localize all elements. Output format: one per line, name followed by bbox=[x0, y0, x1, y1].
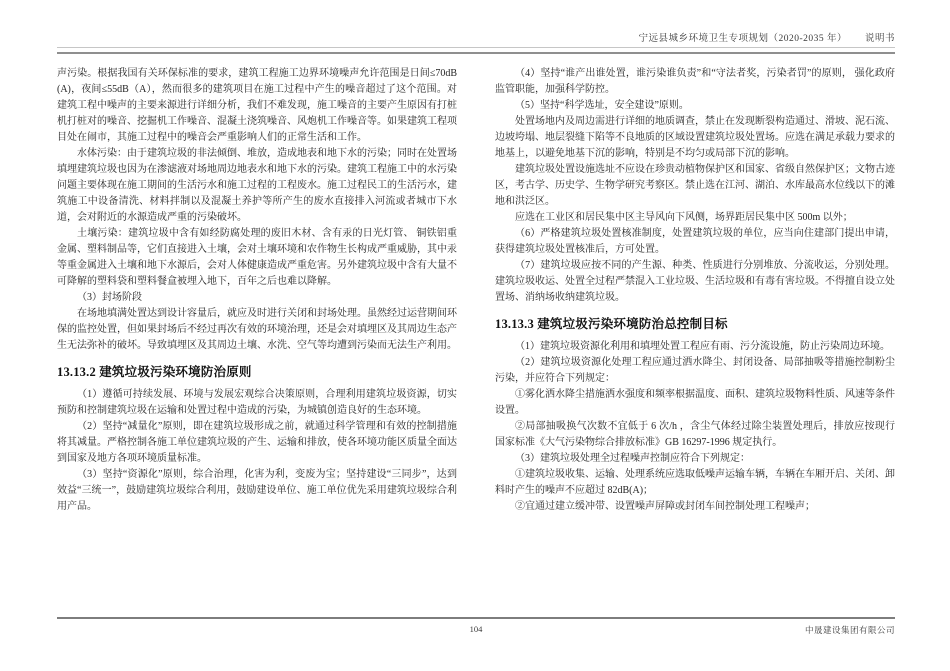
paragraph: 处置场地内及周边需进行详细的地质调查，禁止在发现断裂构造通过、滑坡、泥石流、边坡垮塌、地层裂缝下陷等不良地质的区域设置建筑垃圾处置场。应选在满足承载力要求的地基上，以避免地基下沉的影响，特别是不均匀或局部下沉的影响。 bbox=[495, 116, 895, 159]
paragraph: 土壤污染：建筑垃圾中含有如经防腐处理的废旧木材、含有汞的日光灯管、 铜铁铝重金属、塑料制品等，它们直接进入土壤，会对土壤环境和农作物生长构成严重威胁，其中汞等重金属进入土壤和地下水源后，会对人体健康造成严重危害。另外建筑垃圾中含有大量不可降解的塑料袋和塑料餐盒被埋入地下，百年之后也难以降解。 bbox=[57, 228, 457, 287]
header-title: 宁远县城乡环境卫生专项规划（2020-2035 年） bbox=[638, 34, 847, 44]
paragraph: （2）坚持“减量化”原则，即在建筑垃圾形成之前，就通过科学管理和有效的控制措施将其减量。严格控制各施工单位建筑垃圾的产生、运输和排放，使各环境功能区质量全面达到国家及地方各项环境质量标准。 bbox=[57, 421, 457, 464]
paragraph: ①建筑垃圾收集、运输、处理系统应选取低噪声运输车辆，车辆在车厢开启、关闭、卸料时产生的噪声不应超过 82dB(A)； bbox=[495, 469, 895, 496]
paragraph: 在场地填满处置达到设计容量后，就应及时进行关闭和封场处理。虽然经过运营期间环保的监控处置，但如果封场后不经过再次有效的环境治理，还是会对填埋区及其周边生态产生无法弥补的破坏。导致填埋区及其周边土壤、水洗、空气等均遭到污染而无法生产利用。 bbox=[57, 308, 457, 351]
paragraph: ①雾化洒水降尘措施洒水强度和频率根据温度、面积、建筑垃圾物料性质、风速等条件设置。 bbox=[495, 389, 895, 416]
section-heading: 13.13.2 建筑垃圾污染环境防治原则 bbox=[57, 365, 252, 379]
two-column-body bbox=[57, 66, 895, 515]
page-number: 104 bbox=[469, 624, 483, 634]
paragraph: ②宜通过建立缓冲带、设置噪声屏障或封闭车间控制处理工程噪声； bbox=[515, 501, 815, 512]
paragraph: （4）坚持“谁产出谁处置，谁污染谁负责”和“守法者奖，污染者罚”的原则， 强化政府监管职能，加强科学防控。 bbox=[495, 68, 895, 95]
footer-inner bbox=[57, 619, 895, 634]
header-rule-thick bbox=[57, 52, 895, 54]
paragraph: （5）坚持“科学选址，安全建设”原则。 bbox=[515, 100, 689, 111]
paragraph: （3）坚持“资源化”原则，综合治理，化害为利，变废为宝；坚持建设“三同步”，达到效益“三统一”，鼓励建筑垃圾综合利用，鼓励建设单位、施工单位优先采用建筑垃圾综合利用产品。 bbox=[57, 469, 457, 512]
left-column bbox=[57, 66, 457, 515]
right-column bbox=[495, 66, 895, 515]
paragraph: （3）封场阶段 bbox=[77, 292, 142, 303]
paragraph: （6）严格建筑垃圾处置核准制度，处置建筑垃圾的单位，应当向住建部门提出申请，获得建筑垃圾处置核准后，方可处置。 bbox=[495, 228, 895, 255]
paragraph: 水体污染：由于建筑垃圾的非法倾倒、堆放，造成地表和地下水的污染；同时在处置场填埋建筑垃圾也因为在渗滤液对场地周边地表水和地下水的污染。建筑工程施工中的水污染问题主要体现在施工期间的生活污水和施工过程的工程废水。施工过程民工的生活污水，建筑施工中设备清洗、材料拌制以及混凝土养护等所产生的废水直接排入河流或者城市下水道，会对附近的水源造成严重的污染破坏。 bbox=[57, 148, 457, 223]
paragraph: 建筑垃圾处置设施选址不应设在珍贵动植物保护区和国家、省级自然保护区；文物古迹区，考古学、历史学、生物学研究考察区。禁止选在江河、湖泊、水库最高水位线以下的滩地和洪泛区。 bbox=[495, 164, 895, 207]
header-text bbox=[57, 33, 895, 45]
paragraph: 应选在工业区和居民集中区主导风向下风侧，场界距居民集中区 500m 以外； bbox=[515, 212, 853, 223]
header-doc-type: 说明书 bbox=[864, 34, 895, 44]
page-header bbox=[57, 33, 895, 54]
paragraph: （1）建筑垃圾资源化利用和填埋处置工程应有雨、污分流设施，防止污染周边环境。 bbox=[515, 341, 890, 352]
paragraph: （3）建筑垃圾处理全过程噪声控制应符合下列规定： bbox=[515, 453, 750, 464]
paragraph: （7）建筑垃圾应按不同的产生源、种类、性质进行分别堆放、分流收运，分别处理。建筑垃圾收运、处置全过程严禁混入工业垃圾、生活垃圾和有毒有害垃圾。不得擅自设立处置场、消纳场收纳建筑垃圾。 bbox=[495, 260, 895, 303]
paragraph: ②局部抽吸换气次数不宜低于 6 次/h ，含尘气体经过除尘装置处理后，排放应按现行国家标准《大气污染物综合排放标准》GB 16297-1996 规定执行。 bbox=[495, 421, 895, 448]
page-footer bbox=[57, 617, 895, 634]
header-rule-thin bbox=[57, 47, 895, 48]
paragraph: （2）建筑垃圾资源化处理工程应通过洒水降尘、封闭设备、局部抽吸等措施控制粉尘污染，并应符合下列规定： bbox=[495, 357, 895, 384]
section-heading: 13.13.3 建筑垃圾污染环境防治总控制目标 bbox=[495, 317, 728, 331]
paragraph: 声污染。根据我国有关环保标准的要求，建筑工程施工边界环境噪声允许范围是日间≤70dB(A)，夜间≤55dB（A），然而很多的建筑项目在施工过程中产生的噪音超过了这个范围。对建筑工程中噪声的主要来源进行详细分析，我们不难发现，施工噪音的主要产生原因有打桩机打桩对的噪音、挖掘机工作噪音、混凝土浇筑噪音、风炮机工作噪音等。如果建筑工程项目处在闹市，其施工过程中的噪音会严重影响人们的正常生活和工作。 bbox=[57, 68, 457, 143]
paragraph: （1）遵循可持续发展、环境与发展宏观综合决策原则，合理利用建筑垃圾资源，切实预防和控制建筑垃圾在运输和处置过程中造成的污染，为城镇创造良好的生态环境。 bbox=[57, 389, 457, 416]
footer-company-name: 中晟建设集团有限公司 bbox=[804, 625, 895, 635]
